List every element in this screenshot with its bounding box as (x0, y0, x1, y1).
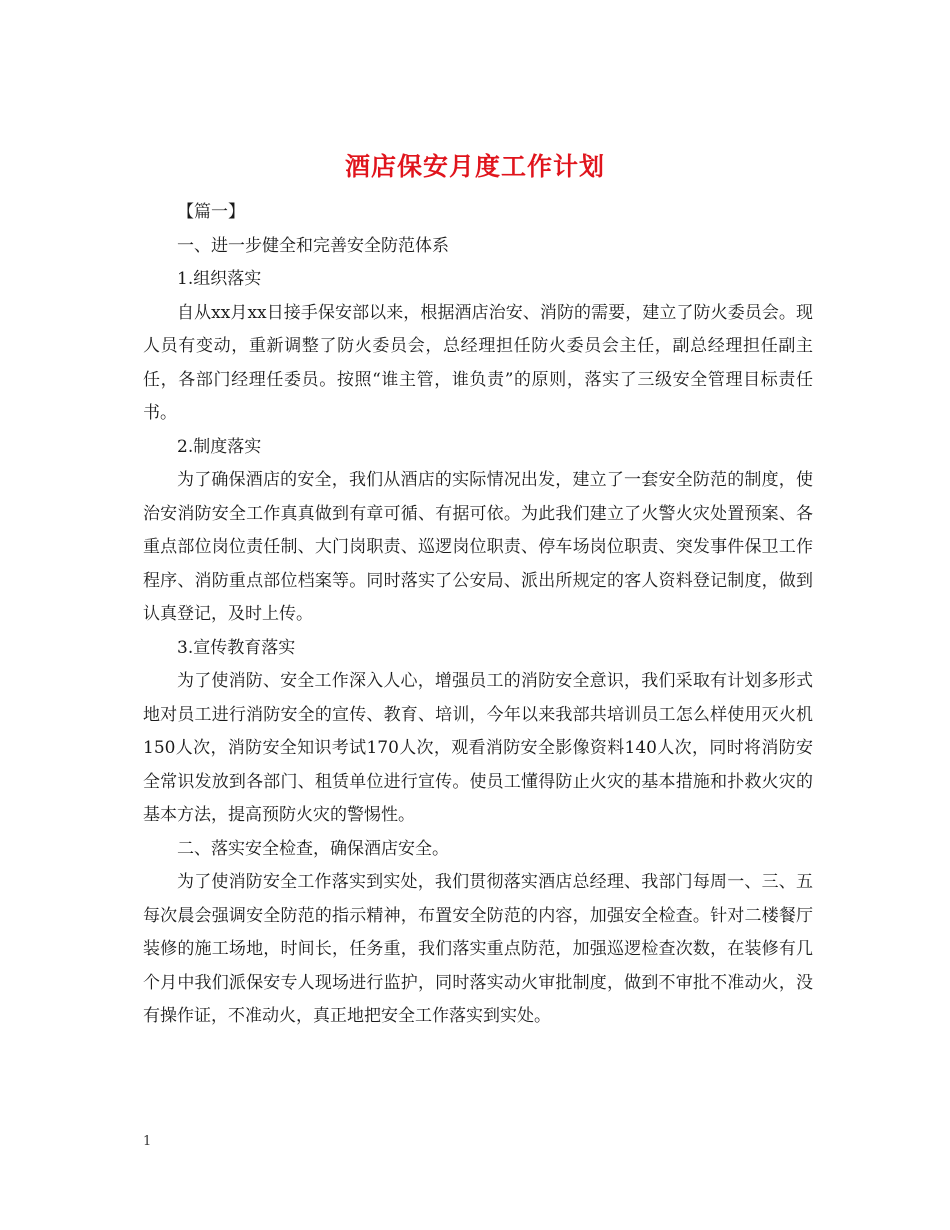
heading-level-1: 一、进一步健全和完善安全防范体系 (177, 235, 449, 256)
heading-level-2: 1.组织落实 (177, 269, 262, 289)
body-paragraph: 为了使消防、安全工作深入人心，增强员工的消防安全意识，我们采取有计划多形式地对员工进行消防安全的宣传、教育、培训，今年以来我部共培训员工怎么样使用灭火机150人次，消防安全知识考试170人次，观看消防安全影像资料140人次，同时将消防安全常识发放到各部门、租赁单位进行宣传。使员工懂得防止火灾的基本措施和扑救火灾的基本方法，提高预防火灾的警惕性。 (143, 671, 813, 825)
section-label: 【篇一】 (177, 202, 245, 222)
body-paragraph: 为了使消防安全工作落实到实处，我们贯彻落实酒店总经理、我部门每周一、三、五每次晨会强调安全防范的指示精神，布置安全防范的内容，加强安全检查。针对二楼餐厅装修的施工场地，时间长，任务重，我们落实重点防范，加强巡逻检查次数，在装修有几个月中我们派保安专人现场进行监护，同时落实动火审批制度，做到不审批不准动火，没有操作证，不准动火，真正地把安全工作落实到实处。 (143, 872, 813, 1026)
body-paragraph: 为了确保酒店的安全，我们从酒店的实际情况出发，建立了一套安全防范的制度，使治安消防安全工作真真做到有章可循、有据可依。为此我们建立了火警火灾处置预案、各重点部位岗位责任制、大门岗职责、巡逻岗位职责、停车场岗位职责、突发事件保卫工作程序、消防重点部位档案等。同时落实了公安局、派出所规定的客人资料登记制度，做到认真登记，及时上传。 (143, 470, 813, 624)
heading-level-2: 2.制度落实 (177, 436, 262, 457)
document-title: 酒店保安月度工作计划 (344, 151, 605, 181)
body-paragraph: 自从xx月xx日接手保安部以来，根据酒店治安、消防的需要，建立了防火委员会。现人员有变动，重新调整了防火委员会，总经理担任防火委员会主任，副总经理担任副主任，各部门经理任委员。按照“谁主管，谁负责”的原则，落实了三级安全管理目标责任书。 (143, 302, 813, 423)
heading-level-1: 二、落实安全检查，确保酒店安全。 (177, 838, 449, 859)
page-number: 1 (143, 1134, 152, 1149)
document-body (143, 196, 813, 1034)
heading-level-2: 3.宣传教育落实 (177, 637, 296, 658)
